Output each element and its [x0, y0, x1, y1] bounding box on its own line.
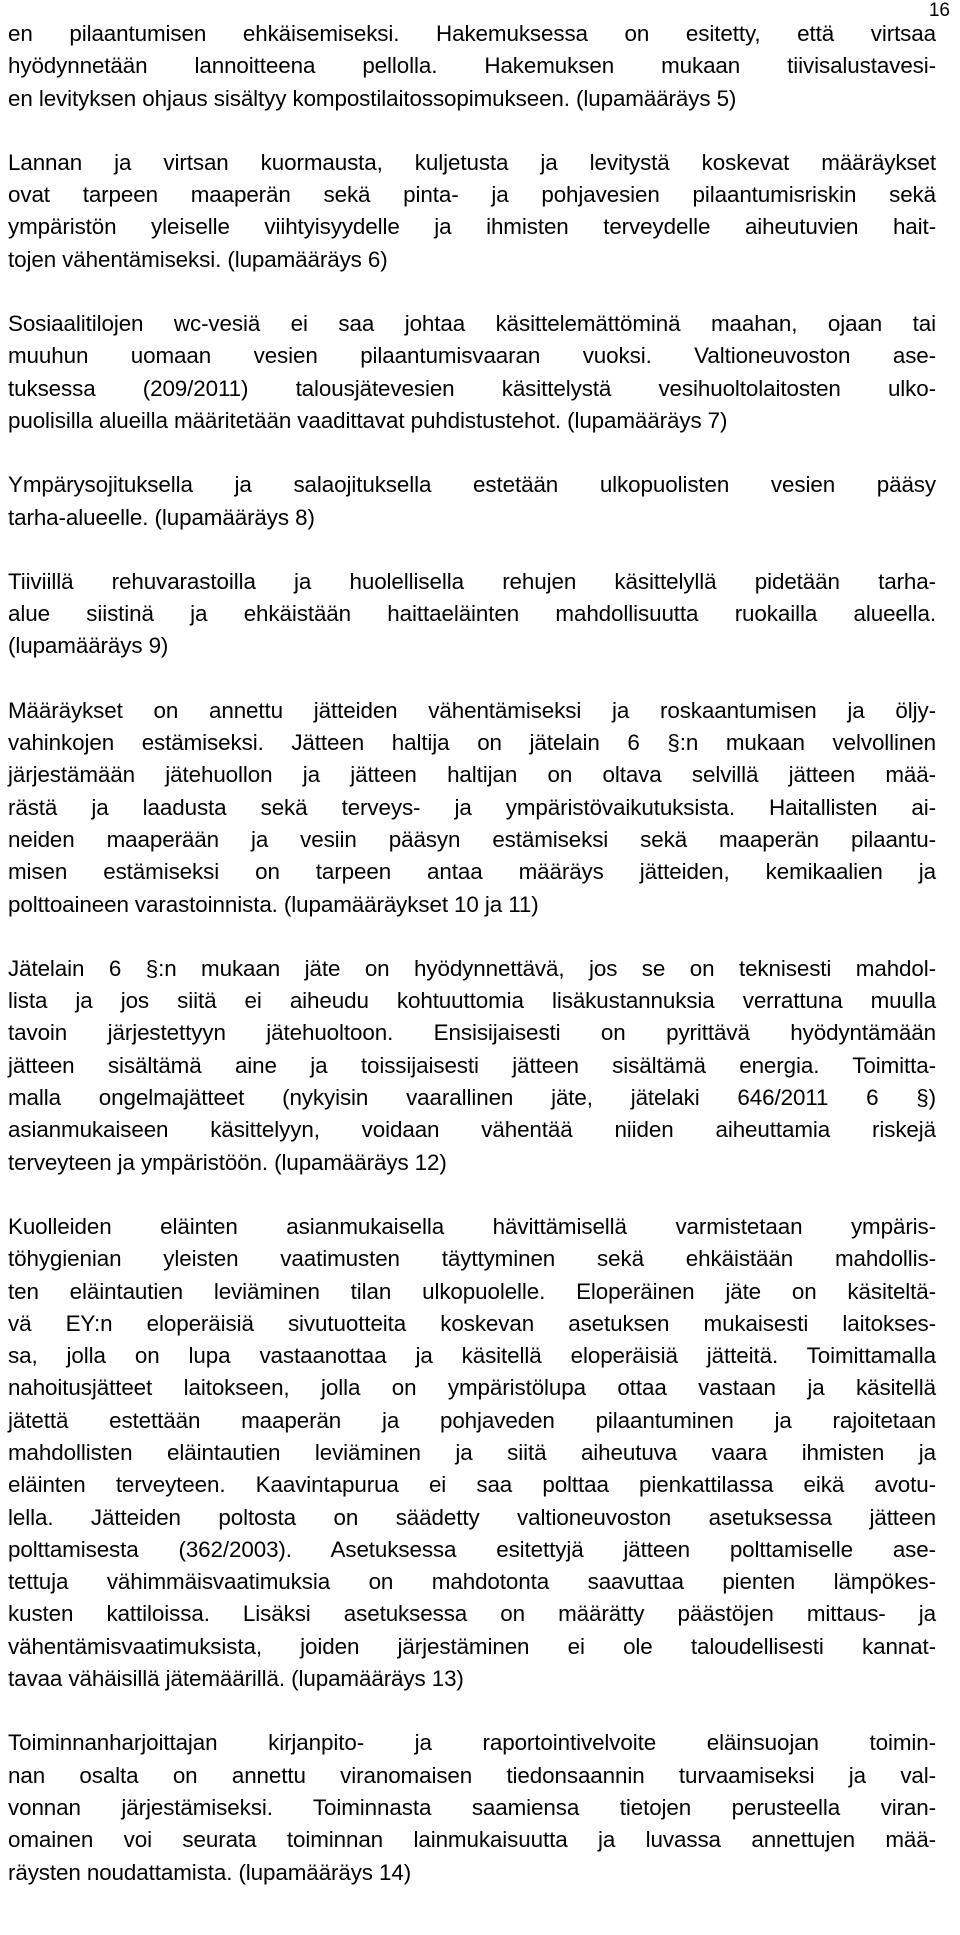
text-line: hyödynnetään lannoitteena pellolla. Hakemuksen mukaan tiivisalustavesi- — [8, 53, 936, 79]
paragraph — [8, 469, 936, 534]
text-line: tojen vähentämiseksi. (lupamääräys 6) — [8, 246, 388, 272]
text-line: vähentämisvaatimuksista, joiden järjestäminen ei ole taloudellisesti kannat- — [8, 1633, 936, 1659]
text-line: tavoin järjestettyyn jätehuoltoon. Ensisijaisesti on pyrittävä hyödyntämään — [8, 1020, 936, 1046]
text-line: ovat tarpeen maaperän sekä pinta- ja pohjavesien pilaantumisriskin sekä — [8, 182, 936, 208]
text-line: mahdollisten eläintautien leviäminen ja siitä aiheutuva vaara ihmisten ja — [8, 1439, 936, 1465]
text-line: tuksessa (209/2011) talousjätevesien käsittelystä vesihuoltolaitosten ulko- — [8, 375, 936, 401]
text-line: vahinkojen estämiseksi. Jätteen haltija on jätelain 6 §:n mukaan velvollinen — [8, 730, 936, 756]
text-line: nahoitusjätteet laitokseen, jolla on ympäristölupa ottaa vastaan ja käsitellä — [8, 1375, 936, 1401]
text-line: Lannan ja virtsan kuormausta, kuljetusta ja levitystä koskevat määräykset — [8, 149, 936, 175]
text-line: polttoaineen varastoinnista. (lupamääräykset 10 ja 11) — [8, 891, 539, 917]
text-line: alue siistinä ja ehkäistään haittaeläinten mahdollisuutta ruokailla alueella. — [8, 601, 936, 627]
page-number: 16 — [928, 0, 950, 21]
paragraph — [8, 566, 936, 663]
text-line: sa, jolla on lupa vastaanottaa ja käsitellä eloperäisiä jätteitä. Toimittamalla — [8, 1343, 936, 1369]
text-line: Kuolleiden eläinten asianmukaisella hävittämisellä varmistetaan ympäris- — [8, 1213, 936, 1239]
text-line: lista ja jos siitä ei aiheudu kohtuuttomia lisäkustannuksia verrattuna muulla — [8, 988, 936, 1014]
text-line: tavaa vähäisillä jätemäärillä. (lupamääräys 13) — [8, 1666, 464, 1692]
text-line: omainen voi seurata toiminnan lainmukaisuutta ja luvassa annettujen mää- — [8, 1827, 936, 1853]
text-line: jätteen sisältämä aine ja toissijaisesti jätteen sisältämä energia. Toimitta- — [8, 1052, 936, 1078]
paragraph — [8, 1211, 936, 1695]
text-line: muuhun uomaan vesien pilaantumisvaaran vuoksi. Valtioneuvoston ase- — [8, 343, 936, 369]
text-line: puolisilla alueilla määritetään vaadittavat puhdistustehot. (lupamääräys 7) — [8, 407, 728, 433]
paragraph — [8, 695, 936, 921]
text-line: neiden maaperään ja vesiin pääsyn estämiseksi sekä maaperän pilaantu- — [8, 826, 936, 852]
text-line: vä EY:n eloperäisiä sivutuotteita koskevan asetuksen mukaisesti laitokses- — [8, 1310, 936, 1336]
text-line: rästä ja laadusta sekä terveys- ja ympäristövaikutuksista. Haitallisten ai- — [8, 794, 936, 820]
text-line: en pilaantumisen ehkäisemiseksi. Hakemuksessa on esitetty, että virtsaa — [8, 21, 936, 46]
paragraph — [8, 308, 936, 437]
paragraph — [8, 953, 936, 1179]
text-line: nan osalta on annettu viranomaisen tiedonsaannin turvaamiseksi ja val- — [8, 1762, 936, 1788]
text-line: eläinten terveyteen. Kaavintapurua ei saa polttaa pienkattilassa eikä avotu- — [8, 1472, 936, 1498]
text-line: misen estämiseksi on tarpeen antaa määräys jätteiden, kemikaalien ja — [8, 859, 936, 885]
text-line: lella. Jätteiden poltosta on säädetty valtioneuvoston asetuksessa jätteen — [8, 1504, 936, 1530]
text-line: ympäristön yleiselle viihtyisyydelle ja ihmisten terveydelle aiheutuvien hait- — [8, 214, 936, 240]
text-line: malla ongelmajätteet (nykyisin vaarallinen jäte, jätelaki 646/2011 6 §) — [8, 1085, 936, 1111]
text-line: asianmukaiseen käsittelyyn, voidaan vähentää niiden aiheuttamia riskejä — [8, 1117, 936, 1143]
text-line: räysten noudattamista. (lupamääräys 14) — [8, 1859, 412, 1885]
text-line: polttamisesta (362/2003). Asetuksessa esitettyjä jätteen polttamiselle ase- — [8, 1536, 936, 1562]
document-body — [8, 18, 936, 1921]
text-line: (lupamääräys 9) — [8, 633, 169, 659]
text-line: Määräykset on annettu jätteiden vähentämiseksi ja roskaantumisen ja öljy- — [8, 697, 936, 723]
text-line: tettuja vähimmäisvaatimuksia on mahdotonta saavuttaa pienten lämpökes- — [8, 1569, 936, 1595]
text-line: Tiiviillä rehuvarastoilla ja huolellisella rehujen käsittelyllä pidetään tarha- — [8, 568, 936, 594]
text-line: Toiminnanharjoittajan kirjanpito- ja raportointivelvoite eläinsuojan toimin- — [8, 1730, 936, 1756]
text-line: vonnan järjestämiseksi. Toiminnasta saamiensa tietojen perusteella viran- — [8, 1794, 936, 1820]
text-line: jätettä estettään maaperän ja pohjaveden pilaantuminen ja rajoitetaan — [8, 1407, 936, 1433]
text-line: Jätelain 6 §:n mukaan jäte on hyödynnettävä, jos se on teknisesti mahdol- — [8, 955, 936, 981]
text-line: Ympärysojituksella ja salaojituksella estetään ulkopuolisten vesien pääsy — [8, 472, 936, 498]
paragraph — [8, 18, 936, 115]
text-line: ten eläintautien leviäminen tilan ulkopuolelle. Eloperäinen jäte on käsiteltä- — [8, 1278, 936, 1304]
paragraph — [8, 147, 936, 276]
text-line: järjestämään jätehuollon ja jätteen haltijan on oltava selvillä jätteen mää- — [8, 762, 936, 788]
text-line: Sosiaalitilojen wc-vesiä ei saa johtaa käsittelemättöminä maahan, ojaan tai — [8, 311, 936, 337]
text-line: kusten kattiloissa. Lisäksi asetuksessa on määrätty päästöjen mittaus- ja — [8, 1601, 936, 1627]
paragraph — [8, 1727, 936, 1888]
text-line: töhygienian yleisten vaatimusten täyttyminen sekä ehkäistään mahdollis- — [8, 1246, 936, 1272]
text-line: tarha-alueelle. (lupamääräys 8) — [8, 504, 315, 530]
text-line: en levityksen ohjaus sisältyy kompostilaitossopimukseen. (lupamääräys 5) — [8, 85, 737, 111]
text-line: terveyteen ja ympäristöön. (lupamääräys 12) — [8, 1149, 447, 1175]
